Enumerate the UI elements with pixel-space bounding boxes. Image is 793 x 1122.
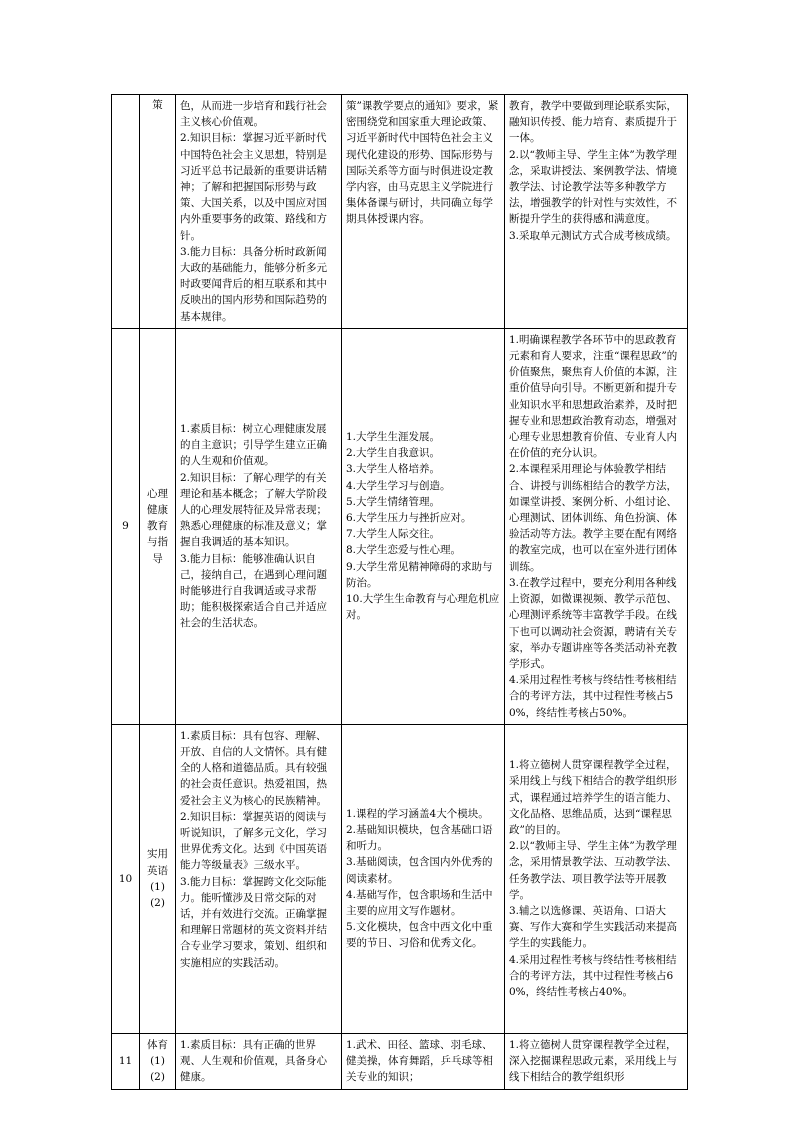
table-row <box>112 724 688 1033</box>
content-item: 5.文化模块，包含中西文化中重要的节日、习俗和优秀文化。 <box>346 921 493 950</box>
course-content <box>342 328 505 724</box>
curriculum-table <box>111 94 688 1090</box>
teaching-requirements <box>505 1033 688 1089</box>
row-number: 10 <box>112 724 140 1033</box>
course-content <box>342 1033 505 1089</box>
course-objectives <box>176 95 342 329</box>
requirement-item: 2.以“教师主导、学生主体”为教学理念，采用情景教学法、互动教学法、任务教学法、项目教学法等开展教学。 <box>509 840 677 901</box>
objective-item: 2.知识目标：掌握英语的阅读与听说知识，了解多元文化，学习世界优秀文化。达到《中国英语能力等级量表》三级水平。 <box>180 810 327 872</box>
content-item: 9.大学生常见精神障碍的求助与防治。 <box>346 560 493 589</box>
row-number: 11 <box>112 1033 140 1089</box>
requirement-item: 4.采用过程性考核与终结性考核相结合的考评方法，其中过程性考核占60%，终结性考核占40%。 <box>509 953 677 999</box>
objective-item: 色，从而进一步培育和践行社会主义核心价值观。 <box>180 100 327 129</box>
content-item: 4.大学生学习与创造。 <box>346 479 451 492</box>
row-number: 9 <box>112 328 140 724</box>
objective-item: 2.知识目标：掌握习近平新时代中国特色社会主义思想，特别是习近平总书记最新的重要讲话精神；了解和把握国际形势与政策、大国关系，以及中国应对国内外重要事务的政策、路线和方针。 <box>180 132 327 242</box>
objective-item: 3.能力目标：能够准确认识自己，接纳自己，在遇到心理问题时能够进行自我调适或寻求帮助；能积极探索适合自己并适应社会的生活状态。 <box>180 552 327 630</box>
requirement-item: 3.在教学过程中，要充分利用各种线上资源，如微课视频、教学示范包、心理测评系统等丰富教学手段。在线下也可以调动社会资源，聘请有关专家，举办专题讲座等各类活动补充教学形式。 <box>509 576 677 670</box>
course-name: 策 <box>140 95 176 329</box>
objective-item: 3.能力目标：掌握跨文化交际能力。能听懂涉及日常交际的对话，并有效进行交流。正确掌握和理解日常题材的英文资料并结合专业学习要求，策划、组织和实施相应的实践活动。 <box>180 875 327 969</box>
content-item: 1.武术、田径、篮球、羽毛球、健美操，体育舞蹈，乒乓球等相关专业的知识； <box>346 1038 493 1084</box>
requirement-item: 1.将立德树人贯穿课程教学全过程，采用线上与线下相结合的教学组织形式，课程通过培养学生的语言能力、文化品格、思维品质，达到“课程思政”的目的。 <box>509 759 677 836</box>
objective-item: 1.素质目标：具有正确的世界观、人生观和价值观，具备身心健康。 <box>180 1038 327 1084</box>
teaching-requirements <box>505 724 688 1033</box>
course-objectives <box>176 328 342 724</box>
course-name: 心理健康教育与指导 <box>140 328 176 724</box>
content-item: 2.大学生自我意识。 <box>346 447 441 460</box>
content-item: 2.基础知识模块，包含基础口语和听力。 <box>346 824 493 853</box>
requirement-item: 4.采用过程性考核与终结性考核相结合的考评方法，其中过程性考核占50%，终结性考核占50%。 <box>509 674 677 719</box>
content-item: 10.大学生生命教育与心理危机应对。 <box>346 593 500 622</box>
content-item: 策”课教学要点的通知》要求，紧密围绕党和国家重大理论政策、习近平新时代中国特色社会主义现代化建设的形势、国际形势与国际关系等方面与时俱进设定教学内容，由马克思主义学院进行集体备课与研讨，共同确立每学期具体授课内容。 <box>346 100 499 226</box>
content-item: 3.大学生人格培养。 <box>346 463 441 476</box>
content-item: 4.基础写作，包含职场和生活中主要的应用文写作题材。 <box>346 888 493 918</box>
content-item: 5.大学生情绪管理。 <box>346 495 441 508</box>
course-objectives <box>176 724 342 1033</box>
requirement-item: 1.将立德树人贯穿课程教学全过程，深入挖掘课程思政元素，采用线上与线下相结合的教学组织形 <box>509 1038 677 1084</box>
objective-item: 2.知识目标：了解心理学的有关理论和基本概念；了解大学阶段人的心理发展特征及异常表现；熟悉心理健康的标准及意义；掌握自我调适的基本知识。 <box>180 471 327 549</box>
content-item: 3.基础阅读，包含国内外优秀的阅读素材。 <box>346 856 493 885</box>
course-content <box>342 724 505 1033</box>
requirement-item: 1.明确课程教学各环节中的思政教育元素和育人要求，注重“课程思政”的价值聚焦，聚焦育人价值的本源，注重价值导向引导。不断更新和提升专业知识水平和思想政治素养，及时把握专业和思想政治教育动态，增强对心理专业思想教育价值、专业育人内在价值的充分认识。 <box>509 333 678 460</box>
course-objectives <box>176 1033 342 1089</box>
row-number <box>112 95 140 329</box>
content-item: 8.大学生恋爱与性心理。 <box>346 544 462 557</box>
table-row <box>112 328 688 724</box>
requirement-item: 教育，教学中要做到理论联系实际，融知识传授、能力培育、素质提升于一体。 <box>509 100 677 145</box>
objective-item: 1.素质目标：具有包容、理解、开放、自信的人文情怀。具有健全的人格和道德品质。具有较强的社会责任意识。热爱祖国，热爱社会主义为核心的民族精神。 <box>180 729 327 807</box>
teaching-requirements <box>505 95 688 329</box>
course-name: 体育(1)(2) <box>140 1033 176 1089</box>
requirement-item: 2.以“教师主导、学生主体”为教学理念，采取讲授法、案例教学法、情境教学法、讨论教学法等多种教学方法，增强教学的针对性与实效性，不断提升学生的获得感和满意度。 <box>509 148 677 226</box>
table-row <box>112 1033 688 1089</box>
content-item: 1.课程的学习涵盖4大个模块。 <box>346 807 489 820</box>
requirement-item: 2.本课程采用理论与体验教学相结合、讲授与训练相结合的教学方法，如课堂讲授、案例分析、小组讨论、心理测试、团体训练、角色扮演、体验活动等方法。教学主要在配有网络的教室完成，也可以在室外进行团体训练。 <box>509 463 677 573</box>
course-content <box>342 95 505 329</box>
content-item: 7.大学生人际交往。 <box>346 528 441 541</box>
objective-item: 1.素质目标：树立心理健康发展的自主意识；引导学生建立正确的人生观和价值观。 <box>180 422 327 468</box>
table-row <box>112 95 688 329</box>
content-item: 1.大学生生涯发展。 <box>346 431 441 444</box>
teaching-requirements <box>505 328 688 724</box>
objective-item: 3.能力目标：具备分析时政新闻大政的基础能力，能够分析多元时政要闻背后的相互联系和其中反映出的国内形势和国际趋势的基本规律。 <box>180 245 327 323</box>
content-item: 6.大学生压力与挫折应对。 <box>346 512 472 525</box>
requirement-item: 3.采取单元测试方式合成考核成绩。 <box>509 229 677 242</box>
course-name: 实用英语(1)(2) <box>140 724 176 1033</box>
requirement-item: 3.辅之以选修课、英语角、口语大赛、写作大赛和学生实践活动来提高学生的实践能力。 <box>509 905 677 950</box>
